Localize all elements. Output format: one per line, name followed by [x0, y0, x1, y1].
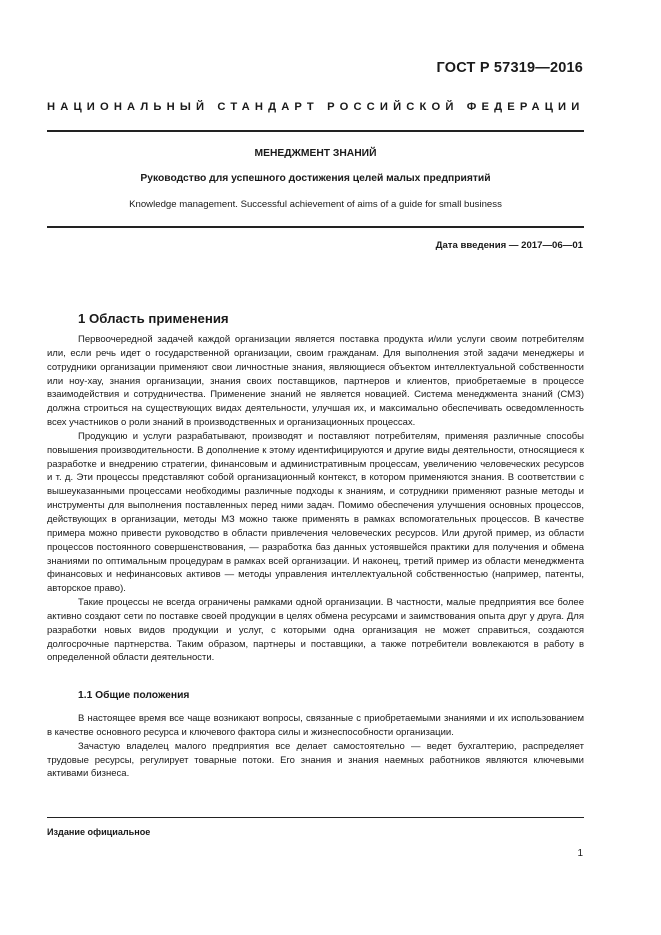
- document-subtitle: Руководство для успешного достижения целей малых предприятий: [140, 173, 491, 184]
- national-standard-heading: НАЦИОНАЛЬНЫЙ СТАНДАРТ РОССИЙСКОЙ ФЕДЕРАЦИИ: [47, 101, 585, 113]
- official-edition-label: Издание официальное: [47, 827, 151, 837]
- section-1-heading: 1 Область применения: [78, 311, 229, 326]
- top-divider: [47, 130, 584, 132]
- english-title: Knowledge management. Successful achievement of aims of a guide for small business: [129, 199, 502, 210]
- paragraph: Такие процессы не всегда ограничены рамками одной организации. В частности, малые предприятия все более активно создают сети по поставке своей продукции в целях обмена ресурсами и заимствования опыта друг у друга. Для разработки новых видов продукции и услуг, с которыми одна организация не может справиться, создаются долгосрочные партнерства. Таким образом, партнеры и поставщики, а также потребители вовлекаются в работу в определенной области деятельности.: [47, 597, 584, 664]
- paragraph: Продукцию и услуги разрабатывают, производят и поставляют потребителям, применяя различные способы повышения производительности. В дополнение к этому идентифицируются и другие виды деятельности, относящиеся к разработке и внедрению стратегии, финансовым и административным процессам, увеличению человеческих ресурсов и т. д. Эти процессы представляют собой организационный контекст, в котором применяются знания. В соответствии с вышеуказанными процессами необходимы различные подходы к знаниям, и сотрудники применяют разные методы и инструменты для выполнения поставленных перед ними задач. Помимо обеспечения улучшения основных процессов, действующих в организации, методы МЗ можно также применять в рамках вспомогательных процессов. В качестве примера можно привести руководство в области привлечения человеческих ресурсов. Или другой пример, из области процессов постоянного совершенствования, — разработка баз данных устоявшейся практики для получения и обмена знаниями по оптимальным процедурам в рамках всей организации. И наконец, третий пример из области менеджмента финансовых и нефинансовых активов — методы управления интеллектуальной собственностью (например, патенты, авторское право).: [47, 430, 584, 595]
- section-1-1-heading: 1.1 Общие положения: [78, 690, 190, 701]
- introduction-date: Дата введения — 2017—06—01: [435, 240, 583, 251]
- page-number: 1: [577, 848, 583, 859]
- section-1-body: [47, 333, 584, 665]
- gost-number: ГОСТ Р 57319—2016: [436, 60, 583, 76]
- title-divider: [47, 226, 584, 228]
- footer-divider: [47, 817, 584, 818]
- paragraph: Первоочередной задачей каждой организации является поставка продукта и/или услуги своим потребителям или, если речь идет о государственной организации, своим гражданам. Для выполнения этой задачи менеджеры и сотрудники организации применяют свои личностные знания, являющиеся объектом интеллектуальной собственности или ноу-хау, знания организации, знания своих поставщиков, партнеров и клиентов, приобретаемые в процессе взаимодействия и сотрудничества. Применение знаний не является новацией. Система менеджмента знаний (СМЗ) должна строиться на существующих видах деятельности, улучшая их, и максимально обеспечивать осведомленность всех участников о роли знаний в производственных и организационных процессах.: [47, 334, 584, 429]
- section-1-1-body: [47, 712, 584, 781]
- paragraph: В настоящее время все чаще возникают вопросы, связанные с приобретаемыми знаниями и их использованием в качестве основного ресурса и ключевого фактора силы и жизнеспособности организации.: [47, 713, 584, 738]
- document-title: МЕНЕДЖМЕНТ ЗНАНИЙ: [254, 148, 377, 159]
- paragraph: Зачастую владелец малого предприятия все делает самостоятельно — ведет бухгалтерию, распределяет трудовые ресурсы, регулирует товарные потоки. Его знания и знания наемных работников являются ключевыми активами бизнеса.: [47, 740, 584, 780]
